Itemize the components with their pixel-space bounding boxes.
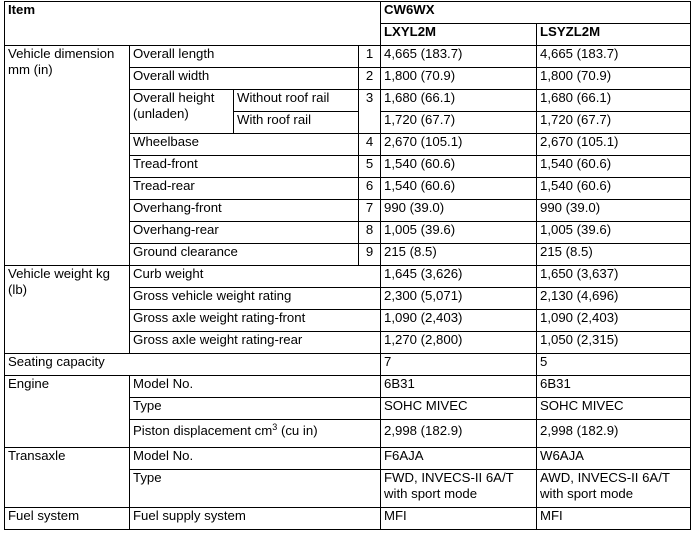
row-label: Overhang-rear [130, 222, 359, 244]
value-b: AWD, INVECS-II 6A/T with sport mode [537, 470, 691, 508]
row-label: Overall length [130, 46, 359, 68]
transaxle-group-label: Transaxle [5, 448, 130, 508]
row-number: 3 [359, 90, 381, 134]
row-sublabel: With roof rail [234, 112, 359, 134]
value-b: W6AJA [537, 448, 691, 470]
value-a: 1,270 (2,800) [381, 332, 537, 354]
row-label: Overall width [130, 68, 359, 90]
row-number: 6 [359, 178, 381, 200]
row-label: Model No. [130, 376, 381, 398]
value-a: 1,540 (60.6) [381, 156, 537, 178]
model-a-header: LXYL2M [381, 24, 537, 46]
value-a: 1,680 (66.1) [381, 90, 537, 112]
value-a: 1,540 (60.6) [381, 178, 537, 200]
row-label: Tread-rear [130, 178, 359, 200]
value-b: SOHC MIVEC [537, 398, 691, 420]
value-a: MFI [381, 508, 537, 530]
value-b: 1,090 (2,403) [537, 310, 691, 332]
table-row [5, 376, 691, 398]
weight-group-label: Vehicle weight kg (lb) [5, 266, 130, 354]
spec-table [4, 1, 691, 530]
row-label: Tread-front [130, 156, 359, 178]
value-b: 1,800 (70.9) [537, 68, 691, 90]
value-a: 215 (8.5) [381, 244, 537, 266]
value-a: 4,665 (183.7) [381, 46, 537, 68]
row-number: 4 [359, 134, 381, 156]
displacement-unit: (cu in) [277, 423, 318, 438]
value-b: 1,720 (67.7) [537, 112, 691, 134]
row-sublabel: Without roof rail [234, 90, 359, 112]
row-label: Gross axle weight rating-rear [130, 332, 381, 354]
row-label: Type [130, 398, 381, 420]
value-a: 2,998 (182.9) [381, 420, 537, 448]
row-label: Fuel supply system [130, 508, 381, 530]
header-row [5, 2, 691, 24]
row-label: Model No. [130, 448, 381, 470]
value-a: 7 [381, 354, 537, 376]
value-a: 6B31 [381, 376, 537, 398]
value-b: 1,050 (2,315) [537, 332, 691, 354]
model-b-header: LSYZL2M [537, 24, 691, 46]
value-a: 1,800 (70.9) [381, 68, 537, 90]
value-b: 2,130 (4,696) [537, 288, 691, 310]
value-a: 2,670 (105.1) [381, 134, 537, 156]
table-row [5, 508, 691, 530]
value-b: 1,005 (39.6) [537, 222, 691, 244]
engine-group-label: Engine [5, 376, 130, 448]
row-label: Overall height (unladen) [130, 90, 234, 134]
row-label: Gross vehicle weight rating [130, 288, 381, 310]
displacement-label: Piston displacement cm [133, 423, 273, 438]
value-b: 1,680 (66.1) [537, 90, 691, 112]
row-number: 8 [359, 222, 381, 244]
dimension-group-label: Vehicle dimension mm (in) [5, 46, 130, 266]
row-number: 5 [359, 156, 381, 178]
value-a: 1,005 (39.6) [381, 222, 537, 244]
row-label: Seating capacity [5, 354, 381, 376]
row-number: 7 [359, 200, 381, 222]
row-label: Type [130, 470, 381, 508]
value-a: SOHC MIVEC [381, 398, 537, 420]
value-b: 2,670 (105.1) [537, 134, 691, 156]
row-number: 1 [359, 46, 381, 68]
row-label: Curb weight [130, 266, 381, 288]
value-a: 1,090 (2,403) [381, 310, 537, 332]
value-b: 2,998 (182.9) [537, 420, 691, 448]
value-b: 1,650 (3,637) [537, 266, 691, 288]
row-label: Overhang-front [130, 200, 359, 222]
value-b: 5 [537, 354, 691, 376]
cubic-superscript: 3 [272, 422, 278, 432]
table-row [5, 448, 691, 470]
row-label [130, 420, 381, 448]
value-b: 1,540 (60.6) [537, 156, 691, 178]
table-row [5, 46, 691, 68]
row-label: Gross axle weight rating-front [130, 310, 381, 332]
value-a: 1,645 (3,626) [381, 266, 537, 288]
row-label: Wheelbase [130, 134, 359, 156]
value-b: MFI [537, 508, 691, 530]
value-a: 2,300 (5,071) [381, 288, 537, 310]
model-family-header: CW6WX [381, 2, 691, 24]
value-b: 990 (39.0) [537, 200, 691, 222]
value-b: 4,665 (183.7) [537, 46, 691, 68]
value-b: 6B31 [537, 376, 691, 398]
row-label: Ground clearance [130, 244, 359, 266]
value-b: 1,540 (60.6) [537, 178, 691, 200]
value-a: F6AJA [381, 448, 537, 470]
value-a: 1,720 (67.7) [381, 112, 537, 134]
fuel-group-label: Fuel system [5, 508, 130, 530]
row-number: 2 [359, 68, 381, 90]
item-header: Item [5, 2, 381, 46]
value-a: FWD, INVECS-II 6A/T with sport mode [381, 470, 537, 508]
table-row [5, 354, 691, 376]
row-number: 9 [359, 244, 381, 266]
value-b: 215 (8.5) [537, 244, 691, 266]
value-a: 990 (39.0) [381, 200, 537, 222]
table-row [5, 266, 691, 288]
